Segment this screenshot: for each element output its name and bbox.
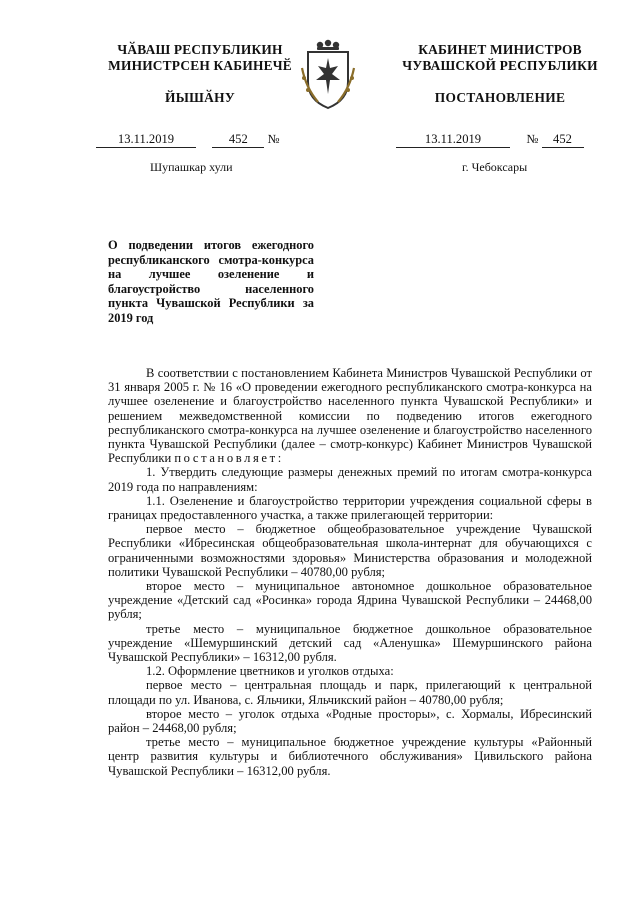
right-org-name-line2: ЧУВАШСКОЙ РЕСПУБЛИКИ	[402, 58, 598, 73]
right-number-sign: №	[526, 132, 539, 146]
paragraph-preamble	[108, 366, 592, 465]
paragraph: третье место – муниципальное бюджетное дошкольное образовательное учреждение «Шемуршинский детский сад «Аленушка» Шемуршинского района Чувашской Республики» – 16312,00 рубля.	[108, 621, 592, 665]
right-number-line	[396, 132, 584, 148]
document-title: О подведении итогов ежегодного республиканского смотра-конкурса на лучшее озеленение и благоустройство населенного пункта Чувашской Республики за 2019 год	[108, 238, 314, 325]
header-right	[390, 42, 610, 106]
document-body	[108, 366, 592, 778]
left-number-sign: №	[267, 132, 280, 146]
right-number: 452	[542, 132, 584, 148]
left-org-name-line1: ЧӐВАШ РЕСПУБЛИКИН	[117, 42, 283, 57]
paragraph: 1. Утвердить следующие размеры денежных премий по итогам смотра-конкурса 2019 года по направлениям:	[108, 465, 592, 494]
emblem-tree	[316, 58, 340, 94]
paragraph: 1.2. Оформление цветников и уголков отдыха:	[146, 664, 394, 679]
preamble-text: В соответствии с постановлением Кабинета Министров Чувашской Республики от 31 января 2005 г. № 16 «О проведении ежегодного республиканского смотра-конкурса на лучшее озеленение и благоустройство населенного пункта Чувашской Республики» и решением межведомственной комиссии по подведению итогов ежегодного республиканского смотра-конкурса на лучшее озеленение и благоустройство населенного пункта Чувашской Республики (далее – смотр-конкурс) Кабинет Министров Чувашской Республики	[108, 366, 592, 466]
left-number-line	[96, 132, 280, 148]
right-org-name-line1: КАБИНЕТ МИНИСТРОВ	[418, 42, 582, 57]
paragraph: 1.1. Озеленение и благоустройство территории учреждения социальной сферы в границах предоставленного участка, а также прилегающей территории:	[108, 493, 592, 523]
emblem-hops-left	[302, 68, 318, 102]
decree-word: постановляет:	[174, 451, 284, 466]
right-date: 13.11.2019	[396, 132, 510, 148]
chuvash-emblem-icon	[300, 38, 356, 114]
paragraph: первое место – центральная площадь и парк, прилегающий к центральной площади по ул. Иванова, с. Яльчики, Яльчикский район – 40780,00 рубля;	[108, 678, 592, 707]
paragraph: третье место – муниципальное бюджетное учреждение культуры «Районный центр развития культуры и библиотечного обслуживания» Цивильского района Чувашской Республики – 16312,00 рубля.	[108, 735, 592, 778]
left-org-name-line2: МИНИСТРСЕН КАБИНЕЧӖ	[108, 58, 292, 73]
left-date: 13.11.2019	[96, 132, 196, 148]
place-left: Шупашкар хули	[150, 160, 233, 174]
header-left	[90, 42, 310, 106]
place-right: г. Чебоксары	[462, 160, 528, 174]
left-doc-type: ЙЫШӐНУ	[165, 90, 235, 105]
left-number: 452	[212, 132, 264, 148]
paragraph: второе место – муниципальное автономное дошкольное образовательное учреждение «Детский сад «Росинка» города Ядрина Чувашской Республики – 24468,00 рубля;	[108, 579, 592, 622]
emblem-hops-right	[338, 68, 354, 102]
paragraph: второе место – уголок отдыха «Родные просторы», с. Хормалы, Ибресинский район – 24468,00 рубля;	[108, 706, 592, 736]
right-doc-type: ПОСТАНОВЛЕНИЕ	[434, 90, 566, 105]
paragraph: первое место – бюджетное общеобразовательное учреждение Чувашской Республики «Ибресинская общеобразовательная школа-интернат для обучающихся с ограниченными возможностями здоровья» Министерства образования и молодежной политики Чувашской Республики – 40780,00 рубля;	[108, 522, 592, 579]
emblem-flowers	[317, 40, 339, 50]
